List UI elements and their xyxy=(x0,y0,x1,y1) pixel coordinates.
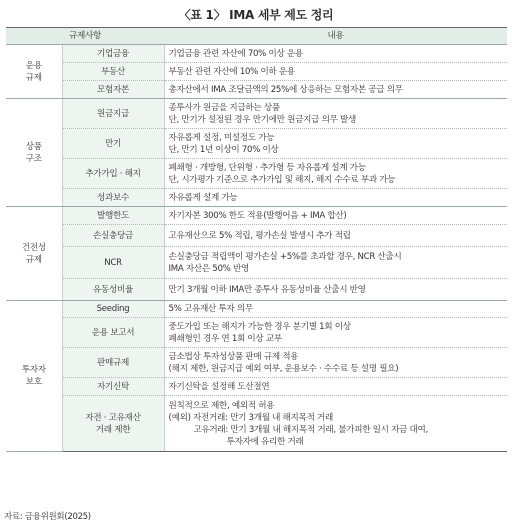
item-label: NCR xyxy=(104,257,122,268)
description-line: 단, 시가평가 기준으로 추가가입 및 해지, 해지 수수료 부과 가능 xyxy=(168,174,396,185)
item-cell xyxy=(62,99,164,129)
item-label: 판매규제 xyxy=(97,357,130,368)
item-label: 자전 · 고유재산 xyxy=(85,412,141,423)
description-line: 단, 만기 1년 이상이 70% 이상 xyxy=(168,144,279,155)
table-row xyxy=(6,279,507,301)
table-row xyxy=(6,63,507,81)
description-line: 자유롭게 설정, 미설정도 가능 xyxy=(168,132,275,143)
description-cell xyxy=(164,301,507,318)
item-label: 성과보수 xyxy=(97,192,130,203)
table-row xyxy=(6,189,507,207)
table-row xyxy=(6,247,507,279)
category-cell xyxy=(6,301,62,452)
description-line: 금소법상 투자성상품 판매 규제 적용 xyxy=(168,351,299,362)
source-note: 자료: 금융위원회(2025) xyxy=(4,512,91,522)
table-title: 〈표 1〉 IMA 세부 제도 정리 xyxy=(178,8,334,22)
description-cell xyxy=(164,318,507,348)
description-line: 투자자에 유리한 거래 xyxy=(168,436,304,447)
category-label: 상품 xyxy=(25,141,42,152)
description-cell xyxy=(164,279,507,301)
item-label: Seeding xyxy=(96,304,130,314)
description-line: 종투사가 원금을 지급하는 상품 xyxy=(168,102,280,113)
description-cell xyxy=(164,348,507,378)
item-cell xyxy=(62,378,164,396)
item-label: 유동성비율 xyxy=(93,284,134,295)
ima-regulation-table xyxy=(6,27,507,452)
description-cell xyxy=(164,225,507,247)
description-cell xyxy=(164,129,507,159)
item-cell xyxy=(62,318,164,348)
category-cell xyxy=(6,99,62,207)
category-label: 규제 xyxy=(25,72,42,83)
item-label: 운용 보고서 xyxy=(91,327,135,338)
table-row xyxy=(6,396,507,452)
description-line: (예외) 자전거래: 만기 3개월 내 해지목적 거래 xyxy=(168,412,334,423)
table-row xyxy=(6,225,507,247)
description-cell xyxy=(164,396,507,452)
item-cell xyxy=(62,348,164,378)
category-label: 투자자 xyxy=(21,365,46,375)
item-cell xyxy=(62,159,164,189)
item-cell xyxy=(62,301,164,318)
item-label: 만기 xyxy=(105,138,122,149)
item-label: 거래 제한 xyxy=(95,424,131,435)
description-line: 자기자본 300% 한도 적용(발행어음 + IMA 합산) xyxy=(168,210,347,221)
description-cell xyxy=(164,81,507,99)
category-cell xyxy=(6,45,62,99)
description-cell xyxy=(164,247,507,279)
table-row xyxy=(6,207,507,225)
item-cell xyxy=(62,63,164,81)
category-label: 보호 xyxy=(25,377,42,387)
description-line: 중도가입 또는 해지가 가능한 경우 분기별 1회 이상 xyxy=(168,321,351,332)
header-row xyxy=(6,28,507,45)
table-row xyxy=(6,378,507,396)
description-cell xyxy=(164,63,507,81)
description-cell xyxy=(164,378,507,396)
item-label: 부동산 xyxy=(101,66,126,77)
item-cell xyxy=(62,225,164,247)
description-line: IMA 자산은 50% 반영 xyxy=(168,263,249,274)
item-cell xyxy=(62,279,164,301)
table-row xyxy=(6,81,507,99)
item-cell xyxy=(62,207,164,225)
header-content: 내용 xyxy=(164,28,507,45)
description-cell xyxy=(164,45,507,63)
description-line: 고유재산으로 5% 적립, 평가손실 발생시 추가 적립 xyxy=(168,230,351,241)
table-row xyxy=(6,129,507,159)
table-row xyxy=(6,318,507,348)
description-line: 고유거래: 만기 3개월 내 해지목적 거래, 불가피한 일시 자금 대여, xyxy=(168,424,428,435)
category-cell xyxy=(6,207,62,301)
item-label: 자기신탁 xyxy=(97,381,130,392)
description-line: 기업금융 관련 자산에 70% 이상 운용 xyxy=(168,48,303,59)
description-line: 만기 3개월 이하 IMA만 종투사 유동성비율 산출시 반영 xyxy=(168,284,366,295)
item-cell xyxy=(62,129,164,159)
description-line: 단, 만기가 설정된 경우 만기에만 원금지급 의무 발생 xyxy=(168,114,357,125)
description-line: 총자산에서 IMA 조달금액의 25%에 상응하는 모험자본 공급 의무 xyxy=(168,84,403,95)
item-label: 모험자본 xyxy=(97,84,130,95)
description-line: 원칙적으로 제한, 예외적 허용 xyxy=(168,400,275,411)
description-line: 폐쇄형 · 개방형, 단위형 · 추가형 등 자유롭게 설계 가능 xyxy=(168,162,366,173)
item-label: 손실충당금 xyxy=(93,230,134,241)
description-cell xyxy=(164,189,507,207)
description-line: 자기신탁을 설정해 도산절연 xyxy=(168,381,270,392)
description-line: 폐쇄형인 경우 연 1회 이상 교부 xyxy=(168,333,282,344)
description-line: 손실충당금 적립액이 평가손실 +5%를 초과할 경우, NCR 산출시 xyxy=(168,251,402,262)
description-line: (해지 제한, 원금지급 예외 여부, 운용보수 · 수수료 등 설명 필요) xyxy=(168,363,399,374)
table-row xyxy=(6,99,507,129)
header-category: 규제사항 xyxy=(6,28,164,45)
table-row xyxy=(6,348,507,378)
category-label: 규제 xyxy=(25,254,42,265)
category-label: 운용 xyxy=(25,60,42,71)
item-cell xyxy=(62,396,164,452)
item-cell xyxy=(62,189,164,207)
item-label: 원금지급 xyxy=(97,108,130,119)
description-cell xyxy=(164,99,507,129)
item-label: 기업금융 xyxy=(97,48,130,59)
item-label: 추가가입 · 해지 xyxy=(85,168,141,179)
description-line: 5% 고유재산 투자 의무 xyxy=(168,304,253,314)
item-cell xyxy=(62,45,164,63)
item-cell xyxy=(62,81,164,99)
category-label: 구조 xyxy=(25,153,42,164)
item-label: 발행한도 xyxy=(97,210,130,221)
item-cell xyxy=(62,247,164,279)
description-line: 자유롭게 설계 가능 xyxy=(168,192,238,203)
table-row xyxy=(6,301,507,318)
table-row xyxy=(6,159,507,189)
table-row xyxy=(6,45,507,63)
description-line: 부동산 관련 자산에 10% 이하 운용 xyxy=(168,66,295,77)
description-cell xyxy=(164,159,507,189)
description-cell xyxy=(164,207,507,225)
table-body xyxy=(6,45,507,452)
category-label: 건전성 xyxy=(21,242,46,253)
